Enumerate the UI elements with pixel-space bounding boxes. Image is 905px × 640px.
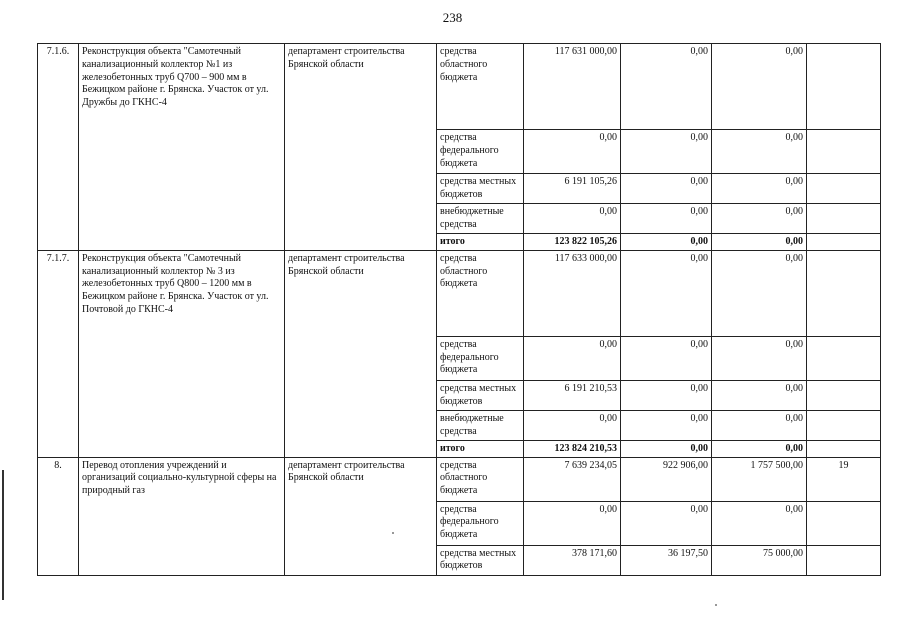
amount-cell: 0,00: [524, 204, 621, 234]
amount-cell: 0,00: [621, 501, 712, 545]
measure-name: Реконструкция объекта "Самотечный канализационный коллектор № 3 из железобетонных труб Q800 – 1200 мм в Бежицком районе г. Брянска. Участок от ул. Почтовой до ГКНС-4: [79, 250, 285, 457]
amount-cell: 0,00: [621, 174, 712, 204]
total-amount: 123 822 105,26: [524, 234, 621, 251]
amount-cell: 0,00: [621, 130, 712, 174]
amount-cell: 6 191 105,26: [524, 174, 621, 204]
amount-cell: 36 197,50: [621, 545, 712, 575]
total-amount: 0,00: [712, 440, 807, 457]
amount-cell: 0,00: [712, 130, 807, 174]
funding-source-label: внебюджетные средства: [437, 410, 524, 440]
funding-source-label: средства областного бюджета: [437, 250, 524, 336]
measure-name: Реконструкция объекта "Самотечный канализационный коллектор №1 из железобетонных труб Q700 – 900 мм в Бежицком районе г. Брянска. Участок от ул. Дружбы до ГКНС-4: [79, 44, 285, 251]
measure-name: Перевод отопления учреждений и организаций социально-культурной сферы на природный газ: [79, 457, 285, 575]
amount-cell: 0,00: [621, 380, 712, 410]
row-index: 7.1.7.: [38, 250, 79, 457]
total-amount: 0,00: [621, 234, 712, 251]
amount-cell: 6 191 210,53: [524, 380, 621, 410]
amount-cell: 0,00: [621, 410, 712, 440]
total-amount: 0,00: [621, 440, 712, 457]
amount-cell: 0,00: [712, 380, 807, 410]
amount-cell: 0,00: [712, 204, 807, 234]
amount-cell: 0,00: [524, 410, 621, 440]
funding-source-label: внебюджетные средства: [437, 204, 524, 234]
funding-source-label: средства федерального бюджета: [437, 336, 524, 380]
funding-source-label: средства местных бюджетов: [437, 380, 524, 410]
amount-cell: 75 000,00: [712, 545, 807, 575]
executor-cell: департамент строительства Брянской области: [285, 457, 437, 575]
total-label: итого: [437, 234, 524, 251]
amount-cell: 0,00: [524, 130, 621, 174]
indicator-cell: [807, 440, 881, 457]
amount-cell: 0,00: [712, 501, 807, 545]
row-index: 7.1.6.: [38, 44, 79, 251]
indicator-cell: [807, 130, 881, 174]
amount-cell: 0,00: [712, 336, 807, 380]
indicator-cell: [807, 250, 881, 336]
amount-cell: 1 757 500,00: [712, 457, 807, 501]
table-row: [38, 44, 881, 130]
page-number: 238: [442, 10, 463, 25]
budget-table: [37, 43, 881, 576]
row-index: 8.: [38, 457, 79, 575]
indicator-cell: [807, 174, 881, 204]
amount-cell: 117 633 000,00: [524, 250, 621, 336]
executor-cell: департамент строительства Брянской области: [285, 44, 437, 251]
amount-cell: 0,00: [621, 44, 712, 130]
table-row: [38, 457, 881, 501]
amount-cell: 0,00: [524, 336, 621, 380]
amount-cell: 7 639 234,05: [524, 457, 621, 501]
indicator-cell: [807, 234, 881, 251]
amount-cell: 0,00: [524, 501, 621, 545]
funding-source-label: средства федерального бюджета: [437, 130, 524, 174]
funding-source-label: средства местных бюджетов: [437, 174, 524, 204]
amount-cell: 117 631 000,00: [524, 44, 621, 130]
amount-cell: 0,00: [712, 250, 807, 336]
executor-cell: департамент строительства Брянской области: [285, 250, 437, 457]
amount-cell: 0,00: [621, 204, 712, 234]
funding-source-label: средства областного бюджета: [437, 44, 524, 130]
amount-cell: 0,00: [621, 250, 712, 336]
total-amount: 0,00: [712, 234, 807, 251]
scan-speck: [715, 604, 717, 606]
funding-source-label: средства областного бюджета: [437, 457, 524, 501]
amount-cell: 922 906,00: [621, 457, 712, 501]
amount-cell: 0,00: [712, 174, 807, 204]
indicator-cell: [807, 204, 881, 234]
amount-cell: 378 171,60: [524, 545, 621, 575]
indicator-cell: [807, 336, 881, 380]
funding-source-label: средства федерального бюджета: [437, 501, 524, 545]
indicator-cell: [807, 545, 881, 575]
scan-speck: [392, 532, 394, 534]
total-amount: 123 824 210,53: [524, 440, 621, 457]
amount-cell: 0,00: [712, 410, 807, 440]
indicator-cell: 19: [807, 457, 881, 501]
indicator-cell: [807, 44, 881, 130]
funding-source-label: средства местных бюджетов: [437, 545, 524, 575]
total-label: итого: [437, 440, 524, 457]
amount-cell: 0,00: [712, 44, 807, 130]
table-row: [38, 250, 881, 336]
indicator-cell: [807, 380, 881, 410]
indicator-cell: [807, 501, 881, 545]
amount-cell: 0,00: [621, 336, 712, 380]
indicator-cell: [807, 410, 881, 440]
scan-margin-line: [2, 470, 4, 600]
